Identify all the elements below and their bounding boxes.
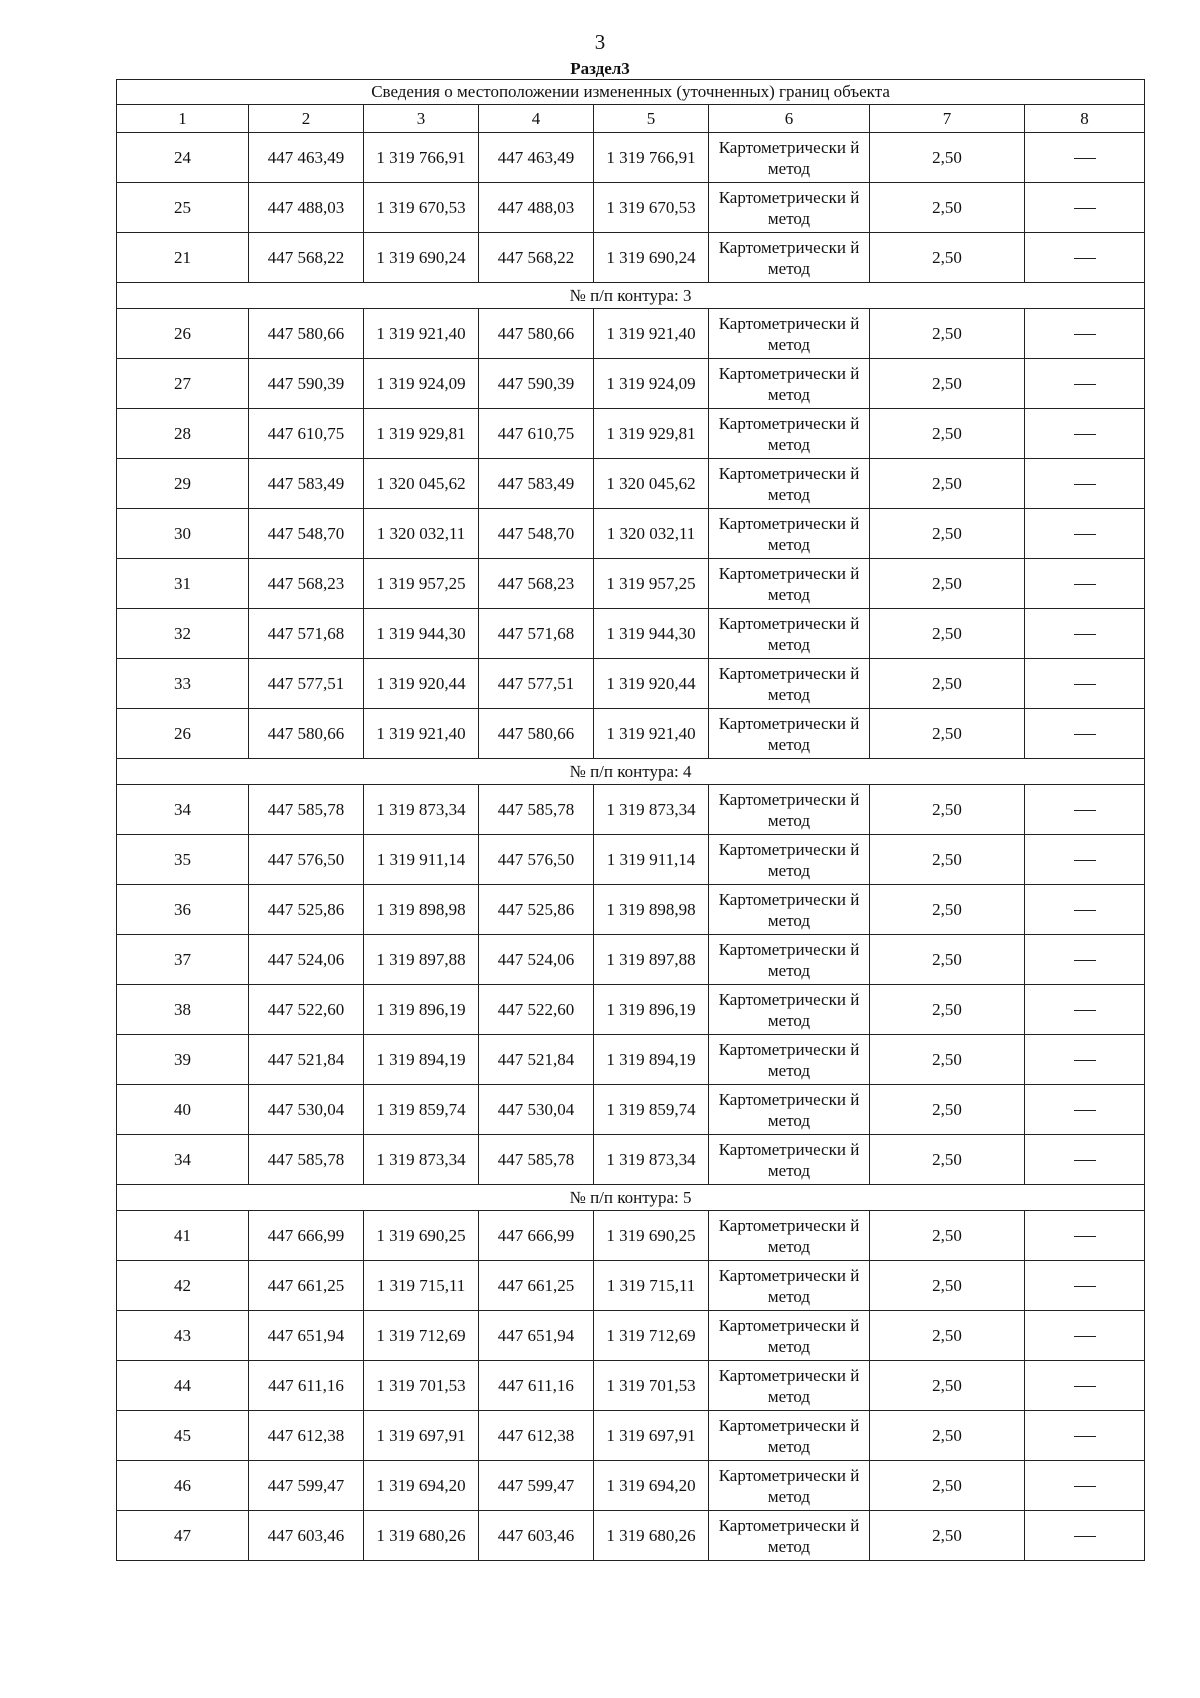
point-number-cell: 46 (117, 1461, 249, 1511)
y-coordinate-refined-cell: 1 319 921,40 (594, 309, 709, 359)
y-coordinate-refined-cell: 1 319 694,20 (594, 1461, 709, 1511)
table-row (117, 359, 1145, 409)
contour-label: № п/п контура: 5 (117, 1185, 1145, 1211)
y-coordinate-cell: 1 319 921,40 (364, 309, 479, 359)
column8-cell (1025, 133, 1145, 183)
x-coordinate-refined-cell: 447 612,38 (479, 1411, 594, 1461)
y-coordinate-cell: 1 319 694,20 (364, 1461, 479, 1511)
method-cell: Картометрически й метод (709, 509, 870, 559)
x-coordinate-refined-cell: 447 530,04 (479, 1085, 594, 1135)
table-row (117, 133, 1145, 183)
dash-mark (1074, 1436, 1096, 1437)
x-coordinate-refined-cell: 447 585,78 (479, 1135, 594, 1185)
column8-cell (1025, 1135, 1145, 1185)
x-coordinate-refined-cell: 447 585,78 (479, 785, 594, 835)
table-row (117, 1135, 1145, 1185)
accuracy-cell: 2,50 (870, 559, 1025, 609)
x-coordinate-cell: 447 580,66 (249, 309, 364, 359)
point-number-cell: 26 (117, 709, 249, 759)
y-coordinate-refined-cell: 1 319 898,98 (594, 885, 709, 935)
method-cell: Картометрически й метод (709, 1085, 870, 1135)
point-number-cell: 28 (117, 409, 249, 459)
method-cell: Картометрически й метод (709, 1461, 870, 1511)
section-title: Раздел3 (570, 59, 630, 78)
y-coordinate-cell: 1 319 859,74 (364, 1085, 479, 1135)
x-coordinate-refined-cell: 447 524,06 (479, 935, 594, 985)
y-coordinate-cell: 1 319 712,69 (364, 1311, 479, 1361)
point-number-cell: 26 (117, 309, 249, 359)
dash-mark (1074, 484, 1096, 485)
method-cell: Картометрически й метод (709, 133, 870, 183)
accuracy-cell: 2,50 (870, 1461, 1025, 1511)
x-coordinate-cell: 447 651,94 (249, 1311, 364, 1361)
method-cell: Картометрически й метод (709, 309, 870, 359)
y-coordinate-cell: 1 319 690,25 (364, 1211, 479, 1261)
column8-cell (1025, 559, 1145, 609)
x-coordinate-refined-cell: 447 576,50 (479, 835, 594, 885)
x-coordinate-cell: 447 568,23 (249, 559, 364, 609)
point-number-cell: 29 (117, 459, 249, 509)
y-coordinate-refined-cell: 1 319 894,19 (594, 1035, 709, 1085)
table-row (117, 1461, 1145, 1511)
point-number-cell: 40 (117, 1085, 249, 1135)
x-coordinate-refined-cell: 447 611,16 (479, 1361, 594, 1411)
table-row (117, 985, 1145, 1035)
point-number-cell: 36 (117, 885, 249, 935)
method-cell: Картометрически й метод (709, 785, 870, 835)
method-cell: Картометрически й метод (709, 1411, 870, 1461)
method-cell: Картометрически й метод (709, 183, 870, 233)
accuracy-cell: 2,50 (870, 1511, 1025, 1561)
dash-mark (1074, 1060, 1096, 1061)
x-coordinate-refined-cell: 447 666,99 (479, 1211, 594, 1261)
point-number-cell: 21 (117, 233, 249, 283)
y-coordinate-cell: 1 319 701,53 (364, 1361, 479, 1411)
column8-cell (1025, 233, 1145, 283)
accuracy-cell: 2,50 (870, 133, 1025, 183)
column8-cell (1025, 785, 1145, 835)
table-row (117, 459, 1145, 509)
point-number-cell: 37 (117, 935, 249, 985)
column8-cell (1025, 1311, 1145, 1361)
column8-cell (1025, 609, 1145, 659)
accuracy-cell: 2,50 (870, 709, 1025, 759)
point-number-cell: 34 (117, 1135, 249, 1185)
y-coordinate-cell: 1 319 944,30 (364, 609, 479, 659)
table-row (117, 1085, 1145, 1135)
table-caption: Сведения о местоположении измененных (уточненных) границ объекта (117, 80, 1145, 105)
dash-mark (1074, 1160, 1096, 1161)
x-coordinate-cell: 447 585,78 (249, 785, 364, 835)
table-row (117, 785, 1145, 835)
column8-cell (1025, 985, 1145, 1035)
dash-mark (1074, 1536, 1096, 1537)
method-cell: Картометрически й метод (709, 1211, 870, 1261)
accuracy-cell: 2,50 (870, 835, 1025, 885)
table-row (117, 1511, 1145, 1561)
dash-mark (1074, 1236, 1096, 1237)
x-coordinate-refined-cell: 447 610,75 (479, 409, 594, 459)
x-coordinate-refined-cell: 447 603,46 (479, 1511, 594, 1561)
y-coordinate-refined-cell: 1 320 045,62 (594, 459, 709, 509)
accuracy-cell: 2,50 (870, 935, 1025, 985)
column-header: 1 (117, 105, 249, 133)
y-coordinate-refined-cell: 1 319 690,24 (594, 233, 709, 283)
dash-mark (1074, 860, 1096, 861)
column8-cell (1025, 183, 1145, 233)
point-number-cell: 45 (117, 1411, 249, 1461)
table-row (117, 183, 1145, 233)
accuracy-cell: 2,50 (870, 885, 1025, 935)
contour-row (117, 283, 1145, 309)
y-coordinate-refined-cell: 1 320 032,11 (594, 509, 709, 559)
y-coordinate-cell: 1 320 032,11 (364, 509, 479, 559)
accuracy-cell: 2,50 (870, 309, 1025, 359)
y-coordinate-refined-cell: 1 319 859,74 (594, 1085, 709, 1135)
x-coordinate-cell: 447 661,25 (249, 1261, 364, 1311)
accuracy-cell: 2,50 (870, 785, 1025, 835)
dash-mark (1074, 434, 1096, 435)
table-row (117, 509, 1145, 559)
y-coordinate-cell: 1 319 697,91 (364, 1411, 479, 1461)
dash-mark (1074, 1486, 1096, 1487)
point-number-cell: 25 (117, 183, 249, 233)
method-cell: Картометрически й метод (709, 1261, 870, 1311)
accuracy-cell: 2,50 (870, 609, 1025, 659)
y-coordinate-refined-cell: 1 319 690,25 (594, 1211, 709, 1261)
x-coordinate-cell: 447 548,70 (249, 509, 364, 559)
x-coordinate-cell: 447 610,75 (249, 409, 364, 459)
x-coordinate-refined-cell: 447 522,60 (479, 985, 594, 1035)
point-number-cell: 42 (117, 1261, 249, 1311)
dash-mark (1074, 960, 1096, 961)
column8-cell (1025, 659, 1145, 709)
table-row (117, 1261, 1145, 1311)
x-coordinate-cell: 447 525,86 (249, 885, 364, 935)
method-cell: Картометрически й метод (709, 359, 870, 409)
page-number: 3 (594, 30, 606, 54)
x-coordinate-cell: 447 463,49 (249, 133, 364, 183)
coordinates-table (116, 79, 1145, 1561)
y-coordinate-refined-cell: 1 319 897,88 (594, 935, 709, 985)
column8-cell (1025, 1411, 1145, 1461)
y-coordinate-refined-cell: 1 319 911,14 (594, 835, 709, 885)
method-cell: Картометрически й метод (709, 1361, 870, 1411)
accuracy-cell: 2,50 (870, 183, 1025, 233)
point-number-cell: 43 (117, 1311, 249, 1361)
dash-mark (1074, 158, 1096, 159)
dash-mark (1074, 534, 1096, 535)
y-coordinate-cell: 1 319 924,09 (364, 359, 479, 409)
table-row (117, 559, 1145, 609)
x-coordinate-cell: 447 583,49 (249, 459, 364, 509)
point-number-cell: 31 (117, 559, 249, 609)
column8-cell (1025, 359, 1145, 409)
method-cell: Картометрически й метод (709, 1311, 870, 1361)
accuracy-cell: 2,50 (870, 985, 1025, 1035)
x-coordinate-cell: 447 585,78 (249, 1135, 364, 1185)
point-number-cell: 34 (117, 785, 249, 835)
column8-cell (1025, 1511, 1145, 1561)
column8-cell (1025, 1211, 1145, 1261)
x-coordinate-refined-cell: 447 577,51 (479, 659, 594, 709)
table-row (117, 309, 1145, 359)
x-coordinate-cell: 447 522,60 (249, 985, 364, 1035)
y-coordinate-cell: 1 319 911,14 (364, 835, 479, 885)
dash-mark (1074, 334, 1096, 335)
accuracy-cell: 2,50 (870, 1135, 1025, 1185)
point-number-cell: 27 (117, 359, 249, 409)
x-coordinate-refined-cell: 447 590,39 (479, 359, 594, 409)
y-coordinate-cell: 1 320 045,62 (364, 459, 479, 509)
x-coordinate-cell: 447 577,51 (249, 659, 364, 709)
dash-mark (1074, 684, 1096, 685)
y-coordinate-cell: 1 319 873,34 (364, 785, 479, 835)
x-coordinate-cell: 447 571,68 (249, 609, 364, 659)
dash-mark (1074, 634, 1096, 635)
x-coordinate-refined-cell: 447 661,25 (479, 1261, 594, 1311)
dash-mark (1074, 1336, 1096, 1337)
contour-label: № п/п контура: 4 (117, 759, 1145, 785)
y-coordinate-refined-cell: 1 319 957,25 (594, 559, 709, 609)
column8-cell (1025, 309, 1145, 359)
x-coordinate-refined-cell: 447 568,23 (479, 559, 594, 609)
y-coordinate-cell: 1 319 680,26 (364, 1511, 479, 1561)
dash-mark (1074, 1386, 1096, 1387)
x-coordinate-refined-cell: 447 580,66 (479, 709, 594, 759)
y-coordinate-cell: 1 319 897,88 (364, 935, 479, 985)
accuracy-cell: 2,50 (870, 359, 1025, 409)
point-number-cell: 32 (117, 609, 249, 659)
point-number-cell: 35 (117, 835, 249, 885)
table-row (117, 935, 1145, 985)
y-coordinate-cell: 1 319 766,91 (364, 133, 479, 183)
accuracy-cell: 2,50 (870, 659, 1025, 709)
y-coordinate-cell: 1 319 894,19 (364, 1035, 479, 1085)
table-row (117, 1411, 1145, 1461)
x-coordinate-cell: 447 530,04 (249, 1085, 364, 1135)
column8-cell (1025, 459, 1145, 509)
method-cell: Картометрически й метод (709, 559, 870, 609)
table-row (117, 1311, 1145, 1361)
table-header-row (117, 105, 1145, 133)
x-coordinate-refined-cell: 447 525,86 (479, 885, 594, 935)
method-cell: Картометрически й метод (709, 985, 870, 1035)
accuracy-cell: 2,50 (870, 233, 1025, 283)
method-cell: Картометрически й метод (709, 885, 870, 935)
y-coordinate-cell: 1 319 957,25 (364, 559, 479, 609)
y-coordinate-cell: 1 319 873,34 (364, 1135, 479, 1185)
accuracy-cell: 2,50 (870, 1361, 1025, 1411)
method-cell: Картометрически й метод (709, 935, 870, 985)
accuracy-cell: 2,50 (870, 1085, 1025, 1135)
column8-cell (1025, 885, 1145, 935)
y-coordinate-cell: 1 319 715,11 (364, 1261, 479, 1311)
accuracy-cell: 2,50 (870, 509, 1025, 559)
y-coordinate-cell: 1 319 690,24 (364, 233, 479, 283)
column-header: 3 (364, 105, 479, 133)
accuracy-cell: 2,50 (870, 1411, 1025, 1461)
point-number-cell: 47 (117, 1511, 249, 1561)
table-caption-row (117, 80, 1145, 105)
x-coordinate-refined-cell: 447 583,49 (479, 459, 594, 509)
table-row (117, 659, 1145, 709)
table-row (117, 709, 1145, 759)
y-coordinate-cell: 1 319 920,44 (364, 659, 479, 709)
contour-row (117, 759, 1145, 785)
x-coordinate-cell: 447 488,03 (249, 183, 364, 233)
table-row (117, 1211, 1145, 1261)
y-coordinate-refined-cell: 1 319 701,53 (594, 1361, 709, 1411)
y-coordinate-refined-cell: 1 319 697,91 (594, 1411, 709, 1461)
dash-mark (1074, 810, 1096, 811)
table-row (117, 409, 1145, 459)
dash-mark (1074, 208, 1096, 209)
accuracy-cell: 2,50 (870, 409, 1025, 459)
point-number-cell: 39 (117, 1035, 249, 1085)
method-cell: Картометрически й метод (709, 459, 870, 509)
x-coordinate-refined-cell: 447 580,66 (479, 309, 594, 359)
y-coordinate-refined-cell: 1 319 944,30 (594, 609, 709, 659)
dash-mark (1074, 734, 1096, 735)
column-header: 2 (249, 105, 364, 133)
column-header: 7 (870, 105, 1025, 133)
column-header: 4 (479, 105, 594, 133)
point-number-cell: 30 (117, 509, 249, 559)
x-coordinate-cell: 447 599,47 (249, 1461, 364, 1511)
y-coordinate-refined-cell: 1 319 680,26 (594, 1511, 709, 1561)
x-coordinate-cell: 447 603,46 (249, 1511, 364, 1561)
x-coordinate-refined-cell: 447 599,47 (479, 1461, 594, 1511)
y-coordinate-cell: 1 319 929,81 (364, 409, 479, 459)
column8-cell (1025, 1085, 1145, 1135)
x-coordinate-refined-cell: 447 568,22 (479, 233, 594, 283)
column8-cell (1025, 1035, 1145, 1085)
accuracy-cell: 2,50 (870, 459, 1025, 509)
table-row (117, 835, 1145, 885)
column8-cell (1025, 709, 1145, 759)
column-header: 6 (709, 105, 870, 133)
method-cell: Картометрически й метод (709, 233, 870, 283)
x-coordinate-cell: 447 576,50 (249, 835, 364, 885)
y-coordinate-refined-cell: 1 319 920,44 (594, 659, 709, 709)
y-coordinate-refined-cell: 1 319 873,34 (594, 1135, 709, 1185)
dash-mark (1074, 384, 1096, 385)
point-number-cell: 38 (117, 985, 249, 1035)
dash-mark (1074, 1286, 1096, 1287)
point-number-cell: 41 (117, 1211, 249, 1261)
column8-cell (1025, 835, 1145, 885)
column8-cell (1025, 509, 1145, 559)
method-cell: Картометрически й метод (709, 709, 870, 759)
x-coordinate-cell: 447 590,39 (249, 359, 364, 409)
x-coordinate-refined-cell: 447 571,68 (479, 609, 594, 659)
x-coordinate-refined-cell: 447 548,70 (479, 509, 594, 559)
y-coordinate-refined-cell: 1 319 766,91 (594, 133, 709, 183)
contour-row (117, 1185, 1145, 1211)
x-coordinate-cell: 447 611,16 (249, 1361, 364, 1411)
y-coordinate-cell: 1 319 898,98 (364, 885, 479, 935)
table-row (117, 609, 1145, 659)
x-coordinate-refined-cell: 447 521,84 (479, 1035, 594, 1085)
y-coordinate-refined-cell: 1 319 715,11 (594, 1261, 709, 1311)
method-cell: Картометрически й метод (709, 1135, 870, 1185)
column8-cell (1025, 1461, 1145, 1511)
column8-cell (1025, 1261, 1145, 1311)
column-header: 8 (1025, 105, 1145, 133)
accuracy-cell: 2,50 (870, 1261, 1025, 1311)
method-cell: Картометрически й метод (709, 1511, 870, 1561)
dash-mark (1074, 1110, 1096, 1111)
y-coordinate-refined-cell: 1 319 921,40 (594, 709, 709, 759)
x-coordinate-cell: 447 521,84 (249, 1035, 364, 1085)
y-coordinate-refined-cell: 1 319 670,53 (594, 183, 709, 233)
y-coordinate-cell: 1 319 921,40 (364, 709, 479, 759)
x-coordinate-refined-cell: 447 488,03 (479, 183, 594, 233)
y-coordinate-refined-cell: 1 319 896,19 (594, 985, 709, 1035)
method-cell: Картометрически й метод (709, 1035, 870, 1085)
x-coordinate-cell: 447 580,66 (249, 709, 364, 759)
table-body (117, 133, 1145, 1561)
x-coordinate-cell: 447 612,38 (249, 1411, 364, 1461)
x-coordinate-refined-cell: 447 651,94 (479, 1311, 594, 1361)
dash-mark (1074, 584, 1096, 585)
point-number-cell: 24 (117, 133, 249, 183)
accuracy-cell: 2,50 (870, 1211, 1025, 1261)
method-cell: Картометрически й метод (709, 409, 870, 459)
dash-mark (1074, 258, 1096, 259)
table-row (117, 1361, 1145, 1411)
point-number-cell: 44 (117, 1361, 249, 1411)
table-row (117, 885, 1145, 935)
table-row (117, 1035, 1145, 1085)
column8-cell (1025, 935, 1145, 985)
x-coordinate-cell: 447 568,22 (249, 233, 364, 283)
y-coordinate-refined-cell: 1 319 929,81 (594, 409, 709, 459)
accuracy-cell: 2,50 (870, 1035, 1025, 1085)
method-cell: Картометрически й метод (709, 659, 870, 709)
method-cell: Картометрически й метод (709, 835, 870, 885)
x-coordinate-cell: 447 666,99 (249, 1211, 364, 1261)
table-row (117, 233, 1145, 283)
column-header: 5 (594, 105, 709, 133)
y-coordinate-refined-cell: 1 319 712,69 (594, 1311, 709, 1361)
point-number-cell: 33 (117, 659, 249, 709)
y-coordinate-cell: 1 319 896,19 (364, 985, 479, 1035)
dash-mark (1074, 910, 1096, 911)
dash-mark (1074, 1010, 1096, 1011)
accuracy-cell: 2,50 (870, 1311, 1025, 1361)
column8-cell (1025, 1361, 1145, 1411)
contour-label: № п/п контура: 3 (117, 283, 1145, 309)
y-coordinate-refined-cell: 1 319 873,34 (594, 785, 709, 835)
x-coordinate-cell: 447 524,06 (249, 935, 364, 985)
method-cell: Картометрически й метод (709, 609, 870, 659)
y-coordinate-cell: 1 319 670,53 (364, 183, 479, 233)
column8-cell (1025, 409, 1145, 459)
y-coordinate-refined-cell: 1 319 924,09 (594, 359, 709, 409)
x-coordinate-refined-cell: 447 463,49 (479, 133, 594, 183)
